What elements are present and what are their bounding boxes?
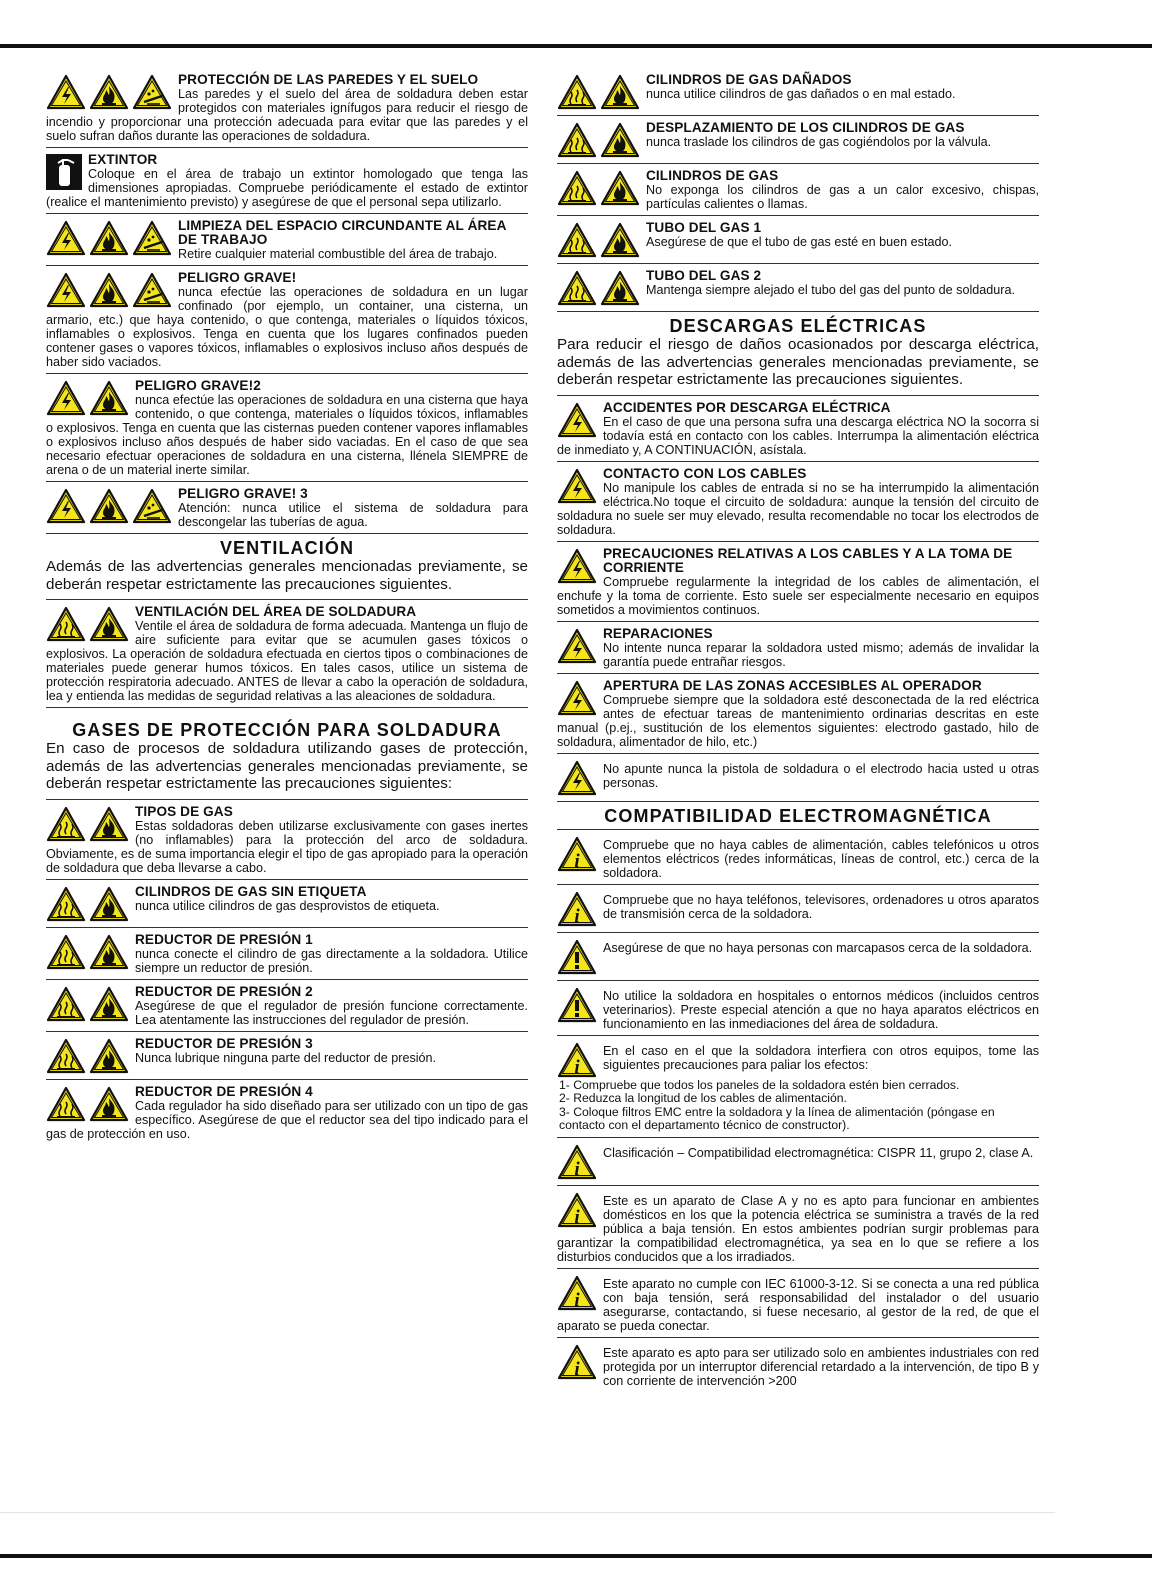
hot-surface-icon (46, 1086, 86, 1122)
warning-body: nunca conecte el cilindro de gas directamente a la soldadora. Utilice siempre un reductor de presión. (135, 946, 528, 975)
hot-surface-icon (46, 886, 86, 922)
hot-surface-icon (46, 934, 86, 970)
fire-hazard-icon (89, 272, 129, 308)
electric-hazard-icon (557, 468, 597, 504)
warning-title: PELIGRO GRAVE!2 (135, 378, 261, 393)
warning-body: Las paredes y el suelo del área de soldadura deben estar protegidos con materiales ignífugos para reducir el riesgo de incendio y proporcionar una protección adecuada para evitar que las paredes y el suelo sufran daños durante las operaciones de soldadura. (46, 87, 528, 143)
ventilacion-blocks (46, 600, 528, 708)
warning-block (46, 266, 528, 374)
warning-body: Este es un aparato de Clase A y no es apto para funcionar en ambientes domésticos en los que la potencia eléctrica se suministra a través de la red pública a baja tensión. En estos ambientes podrían surgir problemas para garantizar la compatibilidad electromagnética, ya sea en lo que se refiere a los disturbios conducidos que a los irradiados. (557, 1193, 1039, 1264)
precaution-list (557, 1079, 1039, 1133)
list-item: 3- Coloque filtros EMC entre la soldadora y la línea de alimentación (póngase en contacto con el departamento técnico de constructor). (559, 1104, 995, 1132)
warning-icons (557, 680, 597, 716)
fire-hazard-icon (89, 606, 129, 642)
warning-body: Asegúrese de que el regulador de presión funcione correctamente. Lea atentamente las instrucciones del regulador de presión. (135, 998, 528, 1027)
section-heading: VENTILACIÓN (219, 538, 355, 558)
svg-text:i: i (574, 1158, 580, 1180)
hot-surface-icon (557, 74, 597, 110)
warning-icons (557, 468, 597, 504)
warning-block (46, 880, 528, 928)
hot-surface-icon (557, 122, 597, 158)
warning-body: nunca traslade los cilindros de gas cogiéndolos por la válvula. (646, 135, 992, 149)
hot-surface-icon (46, 806, 86, 842)
warning-body: nunca utilice cilindros de gas dañados o en mal estado. (646, 87, 956, 101)
section-heading: DESCARGAS ELÉCTRICAS (669, 316, 927, 336)
info-warning-icon (557, 1192, 597, 1228)
section-emc (557, 806, 1039, 1392)
corrosive-hazard-icon (132, 220, 172, 256)
info-warning-icon (557, 891, 597, 927)
right-blocks (557, 68, 1039, 312)
svg-text:i: i (574, 1289, 580, 1311)
electric-hazard-icon (46, 488, 86, 524)
warning-block (46, 1080, 528, 1145)
warning-icons (46, 74, 172, 110)
warning-body: No intente nunca reparar la soldadora usted mismo; además de invalidar la garantía puede entrañar riesgos. (603, 640, 1039, 669)
warning-body: Coloque en el área de trabajo un extintor homologado que tenga las dimensiones apropiadas. Compruebe periódicamente el estado de extintor (realice el mantenimiento previsto) y asegúrese de que el personal sepa utilizarlo. (46, 167, 528, 209)
warning-block (557, 830, 1039, 885)
electric-hazard-icon (46, 272, 86, 308)
warning-icons (46, 606, 129, 642)
warning-body: Asegúrese de que no haya personas con marcapasos cerca de la soldadora. (603, 940, 1033, 955)
warning-block (557, 674, 1039, 754)
warning-block (557, 1186, 1039, 1269)
section-heading: GASES DE PROTECCIÓN PARA SOLDADURA (72, 720, 502, 740)
warning-title: EXTINTOR (88, 152, 158, 167)
electric-hazard-icon (557, 402, 597, 438)
fire-hazard-icon (89, 934, 129, 970)
fire-hazard-icon (89, 1038, 129, 1074)
fire-hazard-icon (600, 170, 640, 206)
warning-icons (557, 836, 597, 872)
section-heading: COMPATIBILIDAD ELECTROMAGNÉTICA (557, 806, 1039, 830)
list-item: 2- Reduzca la longitud de los cables de alimentación. (559, 1091, 847, 1105)
footer-divider (0, 1512, 1055, 1513)
warning-icons (46, 1038, 129, 1074)
warning-body: Atención: nunca utilice el sistema de soldadura para descongelar las tuberías de agua. (178, 501, 528, 529)
warning-title: CILINDROS DE GAS (646, 168, 779, 183)
corrosive-hazard-icon (132, 488, 172, 524)
warning-block (557, 933, 1039, 981)
fire-hazard-icon (89, 886, 129, 922)
warning-block (557, 68, 1039, 116)
warning-block (46, 800, 528, 880)
section-intro: Además de las advertencias generales mencionadas previamente, se deberán respetar estrictamente las precauciones siguientes. (46, 558, 528, 600)
warning-icons (46, 488, 172, 524)
gases-blocks (46, 800, 528, 1145)
fire-hazard-icon (89, 1086, 129, 1122)
warning-block (557, 622, 1039, 674)
warning-block (46, 980, 528, 1032)
warning-icons (46, 986, 129, 1022)
warning-block (557, 1269, 1039, 1338)
warning-icons (557, 987, 597, 1023)
warning-block (557, 264, 1039, 312)
warning-body: Este aparato es apto para ser utilizado solo en ambientes industriales con red protegida por un interruptor diferencial retardado a la intervención, de tipo B y con corriente de intervención >200 (603, 1345, 1039, 1388)
warning-body: Estas soldadoras deben utilizarse exclusivamente con gases inertes (no inflamables) para la protección del arco de soldadura. Obviamente, es de suma importancia elegir el tipo de gas apropiado para la operación de soldadura que deba llevarse a cabo. (46, 818, 528, 875)
electric-hazard-icon (46, 380, 86, 416)
warning-block (557, 981, 1039, 1036)
left-column (46, 68, 528, 1145)
warning-body: No manipule los cables de entrada si no se ha interrumpido la alimentación eléctrica.No toque el circuito de soldadura: aunque la tensión del circuito de soldadura no suele ser muy elevado, resulta recomendable no tocar los electrodos de soldadura. (557, 480, 1039, 537)
warning-block (557, 1338, 1039, 1392)
warning-block (46, 148, 528, 214)
warning-block (557, 885, 1039, 933)
warning-title: REDUCTOR DE PRESIÓN 4 (135, 1083, 313, 1099)
warning-block (557, 1138, 1039, 1186)
warning-title: PRECAUCIONES RELATIVAS A LOS CABLES Y A LA TOMA DE CORRIENTE (603, 545, 1013, 575)
fire-extinguisher-icon (46, 154, 82, 190)
info-warning-icon (557, 1344, 597, 1380)
warning-body: No apunte nunca la pistola de soldadura o el electrodo hacia usted u otras personas. (603, 761, 1039, 790)
svg-text:i: i (574, 1056, 580, 1078)
warning-block (557, 754, 1039, 802)
top-rule (0, 44, 1152, 48)
warning-body: Compruebe que no haya teléfonos, televisores, ordenadores u otros aparatos de transmisión cerca de la soldadora. (603, 892, 1039, 921)
warning-body: Clasificación – Compatibilidad electromagnética: CISPR 11, grupo 2, clase A. (603, 1145, 1034, 1160)
section-descargas (557, 316, 1039, 802)
list-item: 1- Compruebe que todos los paneles de la soldadora estén bien cerrados. (559, 1077, 960, 1092)
warning-title: LIMPIEZA DEL ESPACIO CIRCUNDANTE AL ÁREA DE TRABAJO (178, 218, 506, 247)
warning-icons (557, 628, 597, 664)
info-warning-icon (557, 1042, 597, 1078)
fire-hazard-icon (600, 74, 640, 110)
descargas-blocks (557, 396, 1039, 802)
fire-hazard-icon (89, 986, 129, 1022)
warning-title: VENTILACIÓN DEL ÁREA DE SOLDADURA (135, 604, 417, 619)
info-warning-icon (557, 1275, 597, 1311)
fire-hazard-icon (89, 488, 129, 524)
warning-icons (557, 222, 640, 258)
warning-block (46, 1032, 528, 1080)
warning-title: CILINDROS DE GAS DAÑADOS (646, 72, 852, 87)
electric-hazard-icon (557, 760, 597, 796)
warning-body: nunca efectúe las operaciones de soldadura en una cisterna que haya contenido, o que contenga, materiales o líquidos tóxicos, inflamables o explosivos. Tenga en cuenta que las cisternas pueden contener vapores inflamables o explosivos incluso años después de haber sido vaciadas. En el caso de que sea necesario efectuar operaciones de soldadura en una cisterna, llénela SIEMPRE de arena o de un material inerte similar. (46, 393, 528, 477)
fire-hazard-icon (600, 122, 640, 158)
warning-title: DESPLAZAMIENTO DE LOS CILINDROS DE GAS (646, 120, 965, 135)
hot-surface-icon (557, 270, 597, 306)
warning-icons (557, 891, 597, 927)
warning-block (557, 216, 1039, 264)
warning-body: Mantenga siempre alejado el tubo del gas del punto de soldadura. (646, 283, 1015, 297)
warning-icons (557, 760, 597, 796)
warning-body: Asegúrese de que el tubo de gas esté en buen estado. (646, 235, 952, 249)
warning-icons (46, 380, 129, 416)
warning-block (557, 164, 1039, 216)
warning-body: Cada regulador ha sido diseñado para ser utilizado con un tipo de gas específico. Asegúrese de que el reductor sea del tipo indicado para el gas de protección en uso. (46, 1098, 528, 1141)
warning-block (46, 214, 528, 266)
electric-hazard-icon (46, 220, 86, 256)
warning-icons (557, 74, 640, 110)
warning-block (557, 542, 1039, 622)
warning-icons (557, 1192, 597, 1228)
warning-icons (46, 1086, 129, 1122)
info-warning-icon (557, 836, 597, 872)
warning-body: No exponga los cilindros de gas a un calor excesivo, chispas, partículas calientes o llamas. (646, 183, 1039, 211)
hot-surface-icon (46, 986, 86, 1022)
svg-text:i: i (574, 850, 580, 872)
warning-body: No utilice la soldadora en hospitales o entornos médicos (incluidos centros veterinarios). Preste especial atención a que no haya aparatos eléctricos en funcionamiento en las inmediaciones del área de soldadura. (603, 988, 1039, 1031)
warning-title: PELIGRO GRAVE! 3 (178, 486, 308, 501)
svg-text:i: i (574, 905, 580, 927)
right-column (557, 68, 1039, 1392)
electric-hazard-icon (557, 628, 597, 664)
emc-blocks (557, 830, 1039, 1392)
warning-block (557, 116, 1039, 164)
fire-hazard-icon (600, 222, 640, 258)
warning-icons (557, 402, 597, 438)
corrosive-hazard-icon (132, 74, 172, 110)
warning-title: ACCIDENTES POR DESCARGA ELÉCTRICA (603, 399, 891, 415)
warning-body: Compruebe que no haya cables de alimentación, cables telefónicos u otros elementos eléctricos (redes informáticas, líneas de control, etc.) cerca de la soldadora. (603, 837, 1039, 880)
electric-hazard-icon (557, 680, 597, 716)
warning-icons (46, 934, 129, 970)
warning-body: Compruebe siempre que la soldadora esté desconectada de la red eléctrica antes de efectuar tareas de mantenimiento ordinarias descritas en este manual (p.ej., sustitución de los elementos siguientes: electrodo gastado, hilo de soldadura, alimentador de hilo, etc.) (557, 692, 1039, 749)
exclamation-warning-icon (557, 987, 597, 1023)
section-gases (46, 720, 528, 1145)
warning-block (46, 374, 528, 482)
warning-icons (46, 154, 82, 190)
warning-body: nunca utilice cilindros de gas desprovistos de etiqueta. (135, 898, 440, 913)
section-intro: En caso de procesos de soldadura utilizando gases de protección, además de las advertencias generales mencionadas previamente, se deberán respetar estrictamente las precauciones siguientes: (46, 740, 528, 800)
info-warning-icon (557, 1144, 597, 1180)
warning-icons (46, 220, 172, 256)
warning-block (557, 1036, 1039, 1138)
warning-title: REPARACIONES (603, 625, 713, 641)
warning-title: REDUCTOR DE PRESIÓN 2 (135, 983, 313, 999)
warning-icons (557, 939, 597, 975)
warning-title: APERTURA DE LAS ZONAS ACCESIBLES AL OPERADOR (603, 677, 982, 693)
fire-hazard-icon (89, 380, 129, 416)
left-blocks (46, 68, 528, 534)
svg-text:i: i (574, 1206, 580, 1228)
warning-body: nunca efectúe las operaciones de soldadura en un lugar confinado (por ejemplo, un container, una cisterna, un armario, etc.) que haya contenido, o que contenga, materiales o líquidos tóxicos, inflamables o explosivos. Tenga en cuenta que los lugares confinados pueden contener gases o vapores tóxicos, inflamables o explosivos incluso años después de haber sido vaciados. (46, 285, 528, 369)
warning-title: REDUCTOR DE PRESIÓN 3 (135, 1035, 313, 1051)
fire-hazard-icon (89, 806, 129, 842)
warning-title: TUBO DEL GAS 2 (646, 268, 762, 283)
fire-hazard-icon (89, 74, 129, 110)
hot-surface-icon (557, 222, 597, 258)
warning-body: En el caso en el que la soldadora interfiera con otros equipos, tome las siguientes precauciones para paliar los efectos: (603, 1043, 1039, 1072)
warning-body: Retire cualquier material combustible del área de trabajo. (178, 247, 498, 261)
warning-body: Ventile el área de soldadura de forma adecuada. Mantenga un flujo de aire suficiente para evitar que se acumulen gases tóxicos o explosivos. La operación de soldadura efectuada en ciertos tipos o combinaciones de materiales puede generar humos tóxicos. En tales casos, utilice un sistema de protección respiratoria adecuado. ANTES de llevar a cabo la operación de soldadura, lea y entienda las medidas de seguridad relativas a las aleaciones de soldadura. (46, 619, 528, 703)
warning-icons (557, 122, 640, 158)
hot-surface-icon (557, 170, 597, 206)
hot-surface-icon (46, 606, 86, 642)
warning-block (46, 482, 528, 534)
exclamation-warning-icon (557, 939, 597, 975)
electric-hazard-icon (557, 548, 597, 584)
warning-title: CONTACTO CON LOS CABLES (603, 465, 807, 481)
warning-icons (557, 1144, 597, 1180)
warning-block (46, 928, 528, 980)
svg-text:i: i (574, 1358, 580, 1380)
warning-title: PROTECCIÓN DE LAS PAREDES Y EL SUELO (178, 72, 479, 87)
fire-hazard-icon (89, 220, 129, 256)
warning-icons (557, 1042, 597, 1078)
warning-body: Compruebe regularmente la integridad de los cables de alimentación, el enchufe y la toma de corriente. Esto suele ser especialmente necesario en equipos sometidos a movimientos continuos. (557, 574, 1039, 617)
bottom-rule (0, 1554, 1152, 1558)
warning-icons (557, 170, 640, 206)
warning-icons (557, 1344, 597, 1380)
hot-surface-icon (46, 1038, 86, 1074)
warning-block (46, 600, 528, 708)
warning-block (46, 68, 528, 148)
warning-icons (46, 886, 129, 922)
warning-title: CILINDROS DE GAS SIN ETIQUETA (135, 883, 367, 899)
warning-title: PELIGRO GRAVE! (178, 270, 297, 285)
section-intro: Para reducir el riesgo de daños ocasionados por descarga eléctrica, además de las advertencias generales mencionadas previamente, se deberán respetar estrictamente las precauciones siguientes. (557, 336, 1039, 396)
warning-icons (46, 806, 129, 842)
warning-body: En el caso de que una persona sufra una descarga eléctrica NO la socorra si todavía está en contacto con los cables. Interrumpa la alimentación eléctrica de inmediato y, A CONTINUACIÓN, asístala. (557, 414, 1039, 457)
warning-icons (557, 270, 640, 306)
warning-body: Nunca lubrique ninguna parte del reductor de presión. (135, 1050, 437, 1065)
section-ventilacion (46, 538, 528, 708)
warning-block (557, 396, 1039, 462)
corrosive-hazard-icon (132, 272, 172, 308)
electric-hazard-icon (46, 74, 86, 110)
warning-icons (557, 548, 597, 584)
warning-icons (557, 1275, 597, 1311)
warning-title: REDUCTOR DE PRESIÓN 1 (135, 931, 313, 947)
warning-title: TUBO DEL GAS 1 (646, 220, 762, 235)
warning-body: Este aparato no cumple con IEC 61000-3-12. Si se conecta a una red pública con baja tensión, será responsabilidad del instalador o del usuario asegurarse, contactando, si fuese necesario, al gestor de la red, de que el aparato se pueda conectar. (557, 1276, 1039, 1333)
warning-icons (46, 272, 172, 308)
warning-title: TIPOS DE GAS (135, 803, 233, 819)
warning-block (557, 462, 1039, 542)
fire-hazard-icon (600, 270, 640, 306)
